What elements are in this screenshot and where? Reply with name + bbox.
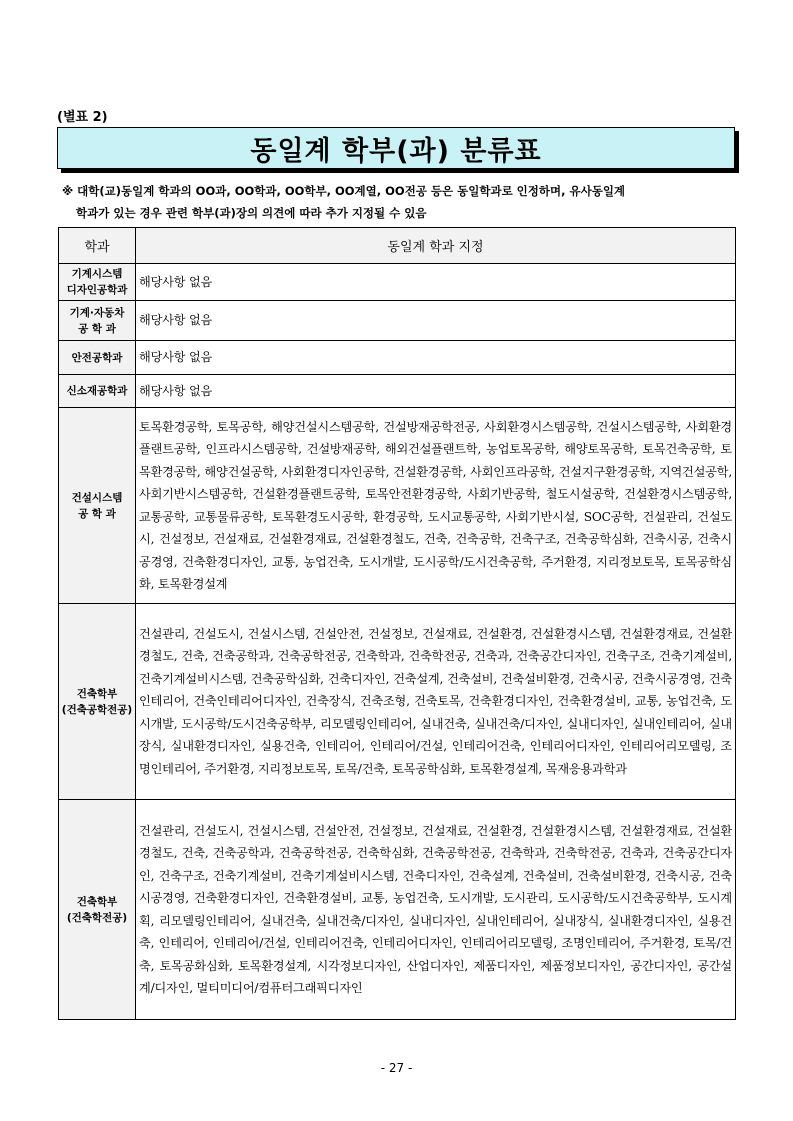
table-row — [59, 341, 736, 375]
table-row — [59, 408, 736, 604]
header-department: 학과 — [59, 228, 136, 264]
title-box — [57, 127, 735, 169]
designation-cell: 해당사항 없음 — [136, 301, 736, 341]
table-row — [59, 264, 736, 301]
designation-cell: 해당사항 없음 — [136, 375, 736, 408]
department-name-line: 건설시스템 — [71, 491, 123, 504]
department-cell — [59, 375, 136, 408]
page-number: - 27 - — [380, 1061, 413, 1075]
department-cell — [59, 301, 136, 341]
note-line-2: 학과가 있는 경우 관련 학부(과)장의 의견에 따라 추가 지정될 수 있음 — [76, 206, 427, 220]
department-cell — [59, 408, 136, 604]
table-header-row — [59, 228, 736, 264]
header-designation: 동일계 학과 지정 — [136, 228, 736, 264]
department-name-line: 안전공학과 — [71, 351, 123, 364]
department-name-line: 디자인공학과 — [66, 284, 128, 296]
appendix-label: (별표 2) — [57, 110, 108, 125]
department-cell — [59, 264, 136, 301]
note — [62, 180, 742, 224]
designation-cell: 해당사항 없음 — [136, 264, 736, 301]
table-row — [59, 375, 736, 408]
classification-table — [58, 227, 736, 1020]
department-cell — [59, 800, 136, 1020]
designation-cell: 해당사항 없음 — [136, 341, 736, 375]
table-row — [59, 604, 736, 800]
designation-cell: 건설관리, 건설도시, 건설시스템, 건설안전, 건설정보, 건설재료, 건설환경, 건설환경시스템, 건설환경재료, 건설환경철도, 건축, 건축공학과, 건축공학전공, 건축학심화, 건축공학전공, 건축학과, 건축학전공, 건축과, 건축공간디자인, 건축구조, 건축기계설비, 건축기계설비시스템, 건축디자인, 건축설계, 건축설비, 건축설비환경, 건축시공, 건축시공경영, 건축환경디자인, 건축환경설비, 교통, 농업건축, 도시개발, 도시관리, 도시공학/도시건축공학부, 도시계획, 리모델링인테리어, 실내건축, 실내건축/디자인, 실내디자인, 실내인테리어, 실내장식, 실내환경디자인, 실용건축, 인테리어, 인테리어/건설, 인테리어건축, 인테리어디자인, 인테리어리모델링, 조명인테리어, 주거환경, 토목/건축, 토목공화심화, 토목환경설계, 시각정보디자인, 산업디자인, 제품디자인, 제품정보디자인, 공간디자인, 공간설계/디자인, 멀티미디어/컴퓨터그래픽디자인 — [136, 800, 736, 1020]
designation-cell: 건설관리, 건설도시, 건설시스템, 건설안전, 건설정보, 건설재료, 건설환경, 건설환경시스템, 건설환경재료, 건설환경철도, 건축, 건축공학과, 건축공학전공, 건축학과, 건축학전공, 건축과, 건축공간디자인, 건축구조, 건축기계설비, 건축기계설비시스템, 건축공학심화, 건축디자인, 건축설계, 건축설비, 건축설비환경, 건축시공, 건축시공경영, 건축인테리어, 건축인테리어디자인, 건축장식, 건축조형, 건축토목, 건축환경디자인, 건축환경설비, 교통, 농업건축, 도시개발, 도시공학/도시건축공학부, 리모델링인테리어, 실내건축, 실내건축/디자인, 실내디자인, 실내인테리어, 실내장식, 실내환경디자인, 실용건축, 인테리어, 인테리어/건설, 인테리어건축, 인테리어디자인, 인테리어리모델링, 조명인테리어, 주거환경, 지리정보토목, 토목/건축, 토목공학심화, 토목환경설계, 목재응용과학과 — [136, 604, 736, 800]
designation-cell: 토목환경공학, 토목공학, 해양건설시스템공학, 건설방재공학전공, 사회환경시스템공학, 건설시스템공학, 사회환경플랜트공학, 인프라시스템공학, 건설방재공학, 해외건설플랜트학, 농업토목공학, 해양토목공학, 토목건축공학, 토목환경공학, 해양건설공학, 사회환경디자인공학, 건설환경공학, 사회인프라공학, 건설지구환경공학, 지역건설공학, 사회기반시스템공학, 건설환경플랜트공학, 토목안전환경공학, 사회기반공학, 철도시설공학, 건설환경시스템공학, 교통공학, 교통물류공학, 토목환경도시공학, 환경공학, 도시교통공학, 사회기반시설, SOC공학, 건설관리, 건설도시, 건설정보, 건설재료, 건설환경재료, 건설환경철도, 건축, 건축공학, 건축구조, 건축공학심화, 건축시공, 건축시공경영, 건축환경디자인, 교통, 농업건축, 도시개발, 도시공학/도시건축공학, 주거환경, 지리정보토목, 토목공학심화, 토목환경설계 — [136, 408, 736, 604]
table-row — [59, 800, 736, 1020]
department-name-line: 건축학부 — [76, 895, 118, 908]
page-title: 동일계 학부(과) 분류표 — [250, 135, 542, 167]
department-cell — [59, 341, 136, 375]
note-line-1: ※ 대학(교)동일계 학과의 OO과, OO학과, OO학부, OO계열, OO전공 등은 동일학과로 인정하며, 유사동일계 — [62, 184, 626, 198]
department-name-line: 공 학 과 — [78, 507, 116, 520]
table-row — [59, 301, 736, 341]
department-name-line: 기계시스템 — [71, 268, 123, 280]
department-name-line: (건축학전공) — [66, 911, 128, 924]
department-name-line: 건축학부 — [76, 687, 118, 700]
department-cell — [59, 604, 136, 800]
department-name-line: 기계·자동차 — [69, 306, 125, 319]
department-name-line: 신소재공학과 — [66, 385, 128, 397]
department-name-line: 공 학 과 — [78, 322, 116, 335]
department-name-line: (건축공학전공) — [61, 703, 133, 716]
